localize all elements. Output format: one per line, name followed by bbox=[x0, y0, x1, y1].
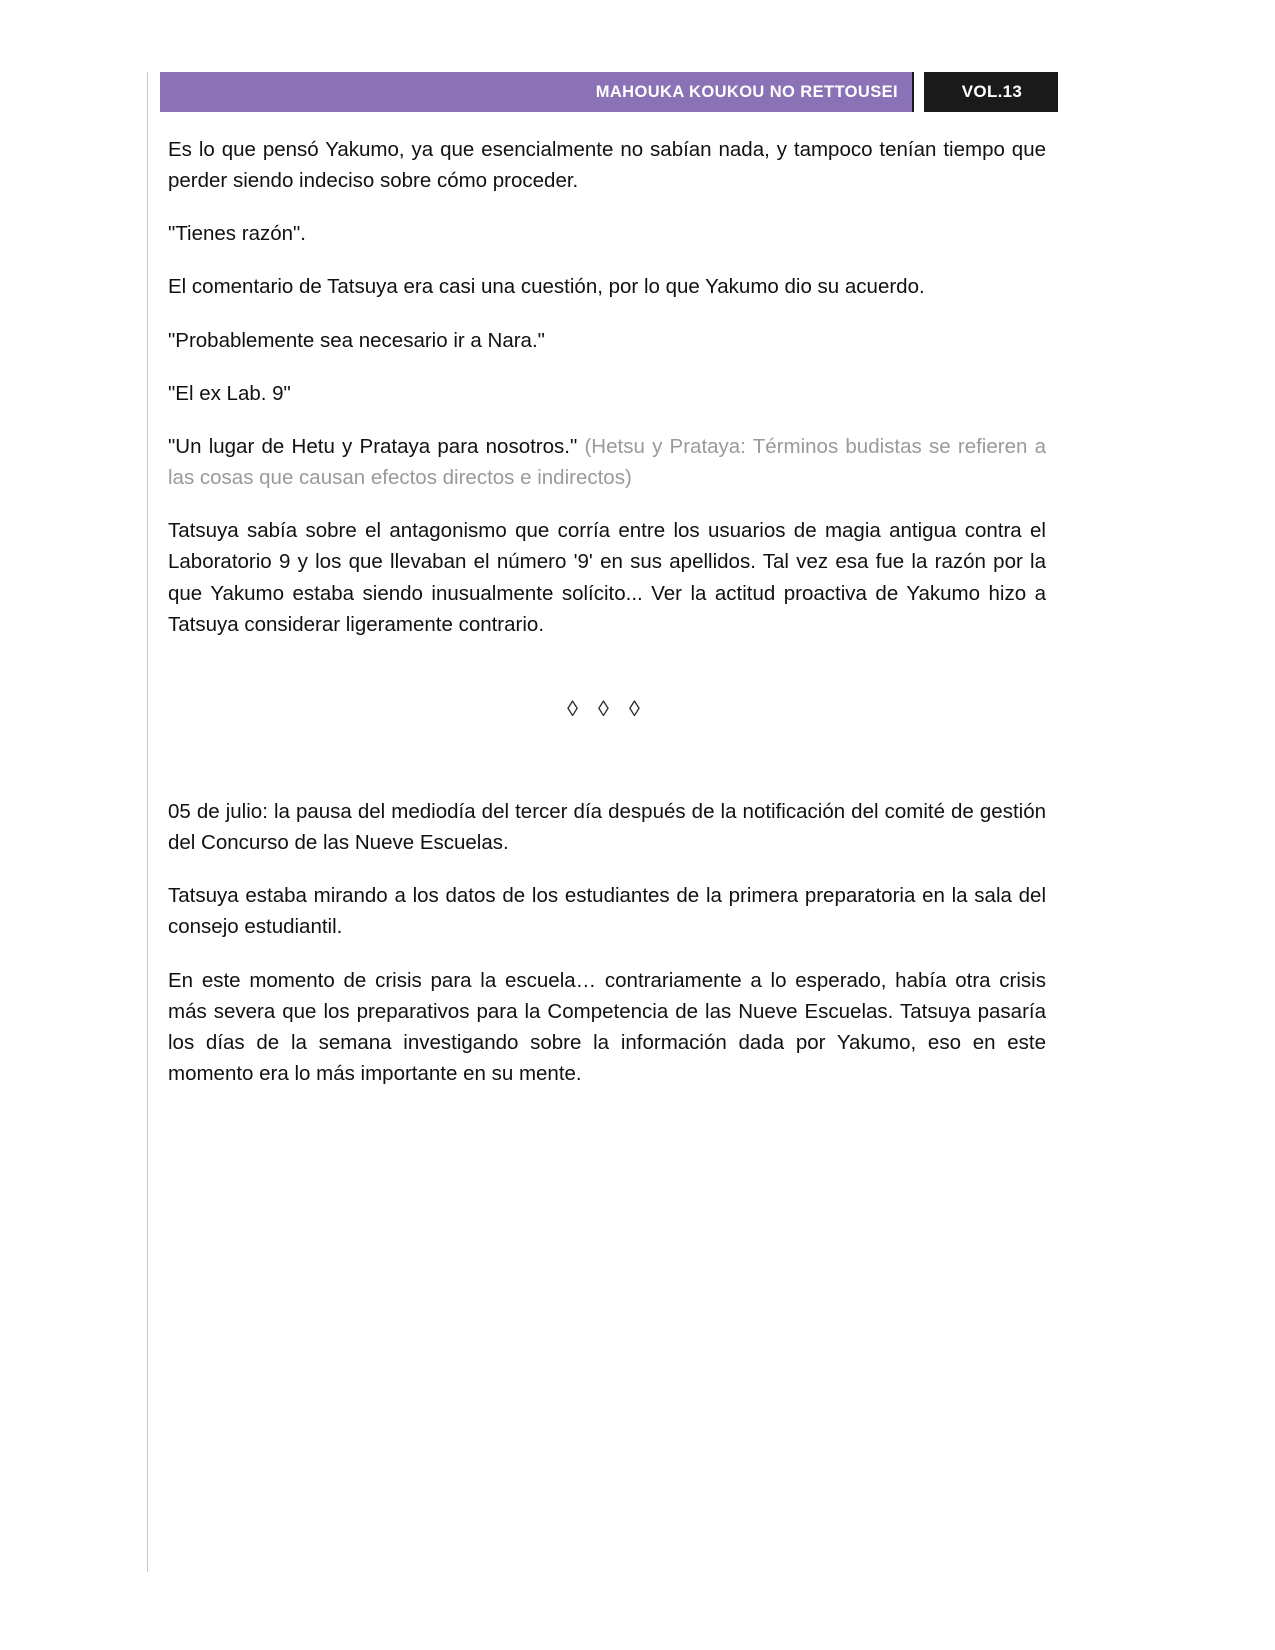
paragraph: "Probablemente sea necesario ir a Nara." bbox=[168, 328, 545, 352]
document-body bbox=[168, 134, 1046, 1089]
paragraph: El comentario de Tatsuya era casi una cuestión, por lo que Yakumo dio su acuerdo. bbox=[168, 275, 925, 299]
translator-note: (Hetsu y Prataya: Términos budistas se refieren a las cosas que causan efectos directos e indirectos) bbox=[168, 434, 1046, 490]
quote-text: "Un lugar de Hetu y Prataya para nosotros." bbox=[168, 434, 585, 458]
page-left-rule bbox=[147, 72, 148, 1572]
header-title: MAHOUKA KOUKOU NO RETTOUSEI bbox=[595, 82, 898, 101]
paragraph: Es lo que pensó Yakumo, ya que esencialmente no sabían nada, y tampoco tenían tiempo que perder siendo indeciso sobre cómo proceder. bbox=[168, 138, 1046, 193]
header-separator bbox=[912, 72, 926, 112]
header-title-band bbox=[160, 72, 912, 112]
paragraph: "El ex Lab. 9" bbox=[168, 381, 291, 405]
header-volume-tab bbox=[926, 72, 1058, 112]
paragraph: En este momento de crisis para la escuela… contrariamente a lo esperado, había otra crisis más severa que los preparativos para la Competencia de las Nueve Escuelas. Tatsuya pasaría los días de la semana investigando sobre la información dada por Yakumo, eso en este momento era lo más importante en su mente. bbox=[168, 968, 1046, 1085]
page-header bbox=[160, 72, 1058, 112]
paragraph: 05 de julio: la pausa del mediodía del tercer día después de la notificación del comité de gestión del Concurso de las Nueve Escuelas. bbox=[168, 799, 1046, 855]
paragraph-with-translator-note bbox=[168, 431, 1046, 493]
paragraph: "Tienes razón". bbox=[168, 222, 306, 246]
scene-divider: ◊ ◊ ◊ bbox=[567, 695, 647, 721]
paragraph: Tatsuya estaba mirando a los datos de los estudiantes de la primera preparatoria en la sala del consejo estudiantil. bbox=[168, 884, 1046, 939]
paragraph: Tatsuya sabía sobre el antagonismo que corría entre los usuarios de magia antigua contra el Laboratorio 9 y los que llevaban el número '9' en sus apellidos. Tal vez esa fue la razón por la que Yakumo estaba siendo inusualmente solícito... Ver la actitud proactiva de Yakumo hizo a Tatsuya considerar ligeramente contrario. bbox=[168, 519, 1046, 636]
header-volume-label: VOL.13 bbox=[961, 82, 1023, 101]
